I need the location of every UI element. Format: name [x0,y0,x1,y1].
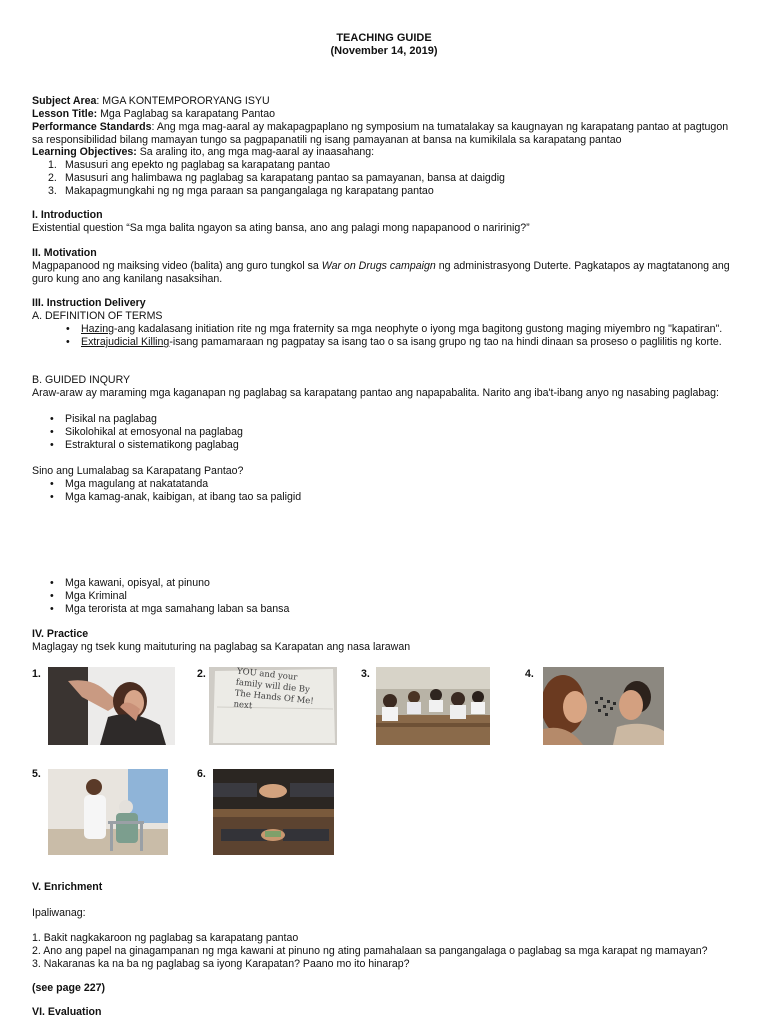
list-item: • Mga terorista at mga samahang laban sa bansa [48,603,728,616]
enrichment-question-1: 1. Bakit nagkakaroon ng paglabag sa karapatang pantao [32,932,299,944]
lesson-title-label: Lesson Title: [32,108,98,120]
learning-objectives-value: Sa araling ito, ang mga mag-aaral ay inaasahang: [136,146,375,158]
lesson-title [32,108,738,121]
subject-area-label: Subject Area [32,95,97,107]
image-number-5: 5. [32,768,41,780]
image-number-4: 4. [525,668,534,680]
campaign-name: War on Drugs campaign [321,260,436,272]
introduction-text: Existential question “Sa mga balita ngayon sa ating bansa, ano ang palagi mong napapanood o naririnig?” [32,222,530,234]
violators-question: Sino ang Lumalabag sa Karapatang Pantao? [32,465,244,477]
document-title: TEACHING GUIDE [336,32,432,44]
objectives-list [48,159,728,199]
list-item: • Pisikal na paglabag [48,413,728,426]
violation-forms-list [48,413,728,453]
list-item: • Estraktural o sistematikong paglabag [48,439,728,452]
list-item: 3. Makapagmungkahi ng ng mga paraan sa pangangalaga ng karapatang pantao [48,185,434,198]
enrichment-label: Ipaliwanag: [32,907,86,919]
list-item: • Hazing-ang kadalasang initiation rite ng mga fraternity sa mga neophyte o iyong mga bagitong gustong maging miyembro ng "kapatiran". [64,323,724,336]
motivation-heading: II. Motivation [32,247,97,259]
enrichment-question-3: 3. Nakaranas ka na ba ng paglabag sa iyong Karapatan? Paano mo ito hinarap? [32,958,410,970]
list-item: • Mga magulang at nakatatanda [48,478,728,491]
definition-of-terms-heading: A. DEFINITION OF TERMS [32,310,163,322]
practice-heading: IV. Practice [32,628,89,640]
threat-note-text: YOU and your family will die By The Hands Of Me! next [233,667,315,712]
performance-standards-label: Performance Standards [32,121,152,133]
photo-classroom [376,667,490,745]
performance-standards [32,121,738,147]
enrichment-question-2: 2. Ano ang papel na ginagampanan ng mga kawani at pinuno ng ating pamahalaan sa pangangalaga o paglabag sa mga karapat ng mamayan? [32,945,708,957]
term-hazing: Hazing [81,323,114,335]
list-item: 1. Masusuri ang epekto ng paglabag sa karapatang pantao [48,159,331,171]
list-item: • Extrajudicial Killing-isang pamamaraan ng pagpatay sa isang tao o sa isang grupo ng tao na hindi dinaan sa proseso o paglilitis ng korte. [64,336,724,349]
photo-shouting-couple [543,667,664,745]
list-item: • Sikolohikal at emosyonal na paglabag [48,426,728,439]
list-item: • Mga kamag-anak, kaibigan, at ibang tao sa paligid [48,491,728,504]
guided-inquiry-heading: B. GUIDED INQURY [32,374,131,386]
performance-standards-value: : Ang mga mag-aaral ay makapagpaplano ng symposium na tumatalakay sa kaugnayan ng karapatang pantao at pagtugon sa responsibilidad bilang mamayan tungo sa pagpapanatili ng isang pamayanan at bansa na kumikilala sa karapatang pantao [32,121,729,147]
document-date: (November 14, 2019) [330,45,438,57]
image-number-2: 2. [197,668,206,680]
learning-objectives-label: Learning Objectives: [32,146,137,158]
learning-objectives [32,146,738,159]
practice-text: Maglagay ng tsek kung maituturing na paglabag sa Karapatan ang nasa larawan [32,641,411,653]
see-page-note: (see page 227) [32,982,106,994]
photo-threat-note [209,667,337,745]
term-extrajudicial-killing: Extrajudicial Killing [81,336,170,349]
enrichment-heading: V. Enrichment [32,881,103,893]
subject-area-value: : MGA KONTEMPORORYANG ISYU [96,95,270,107]
instruction-heading: III. Instruction Delivery [32,297,146,309]
terms-list [64,323,724,349]
list-item: • Mga kawani, opisyal, at pinuno [48,577,728,590]
list-item: • Mga Kriminal [48,590,728,603]
list-item: 2. Masusuri ang halimbawa ng paglabag sa karapatang pantao sa pamayanan, bansa at daigdig [48,172,505,185]
image-number-3: 3. [361,668,370,680]
evaluation-heading: VI. Evaluation [32,1006,102,1018]
lesson-title-value: Mga Paglabag sa karapatang Pantao [97,108,276,120]
guided-inquiry-text: Araw-araw ay maraming mga kaganapan ng paglabag sa karapatang pantao ang napapabalita. Narito ang iba't-ibang anyo ng nasabing paglabag: [32,387,719,399]
image-number-6: 6. [197,768,206,780]
image-number-1: 1. [32,668,41,680]
motivation-text: Magpapanood ng maiksing video (balita) ang guro tungkol sa War on Drugs campaign ng administrasyong Duterte. Pagkatapos ay magtatanong ang guro kung ano ang kanilang nasaksihan. [32,260,730,286]
photo-caregiver-elderly [48,769,168,855]
introduction-heading: I. Introduction [32,209,103,221]
violators-list-b [48,577,728,617]
photo-abuse-woman [48,667,175,745]
subject-area [32,95,738,108]
photo-bribery-handshake [213,769,334,855]
violators-list-a [48,478,728,504]
